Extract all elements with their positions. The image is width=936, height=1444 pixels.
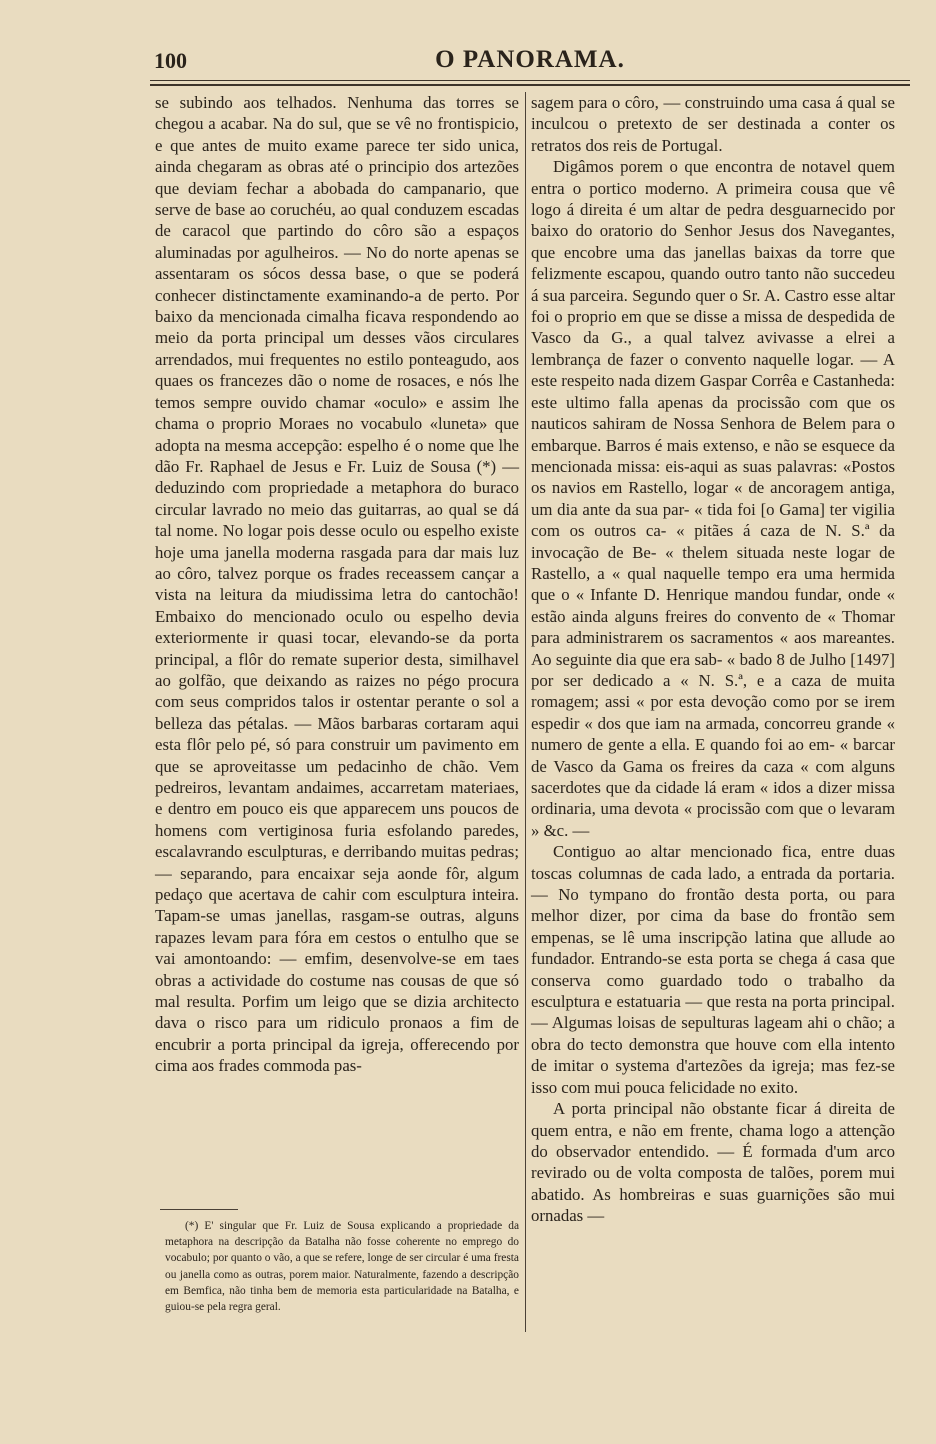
footnote — [165, 1218, 519, 1315]
right-paragraph-4: A porta principal não obstante ficar á direita de quem entra, e não em frente, chama logo a attenção do observador entendido. — É formada d'um arco revirado ou de volta composta de talões, porem mui abatido. As hombreiras e suas guarnições são mui ornadas — — [531, 1099, 895, 1226]
left-paragraph-1: se subindo aos telhados. Nenhuma das torres se chegou a acabar. Na do sul, que se vê no frontispicio, e que antes de muito exame parece ter sido unica, ainda chegaram as obras até o principio dos artezões que deviam fechar a abobada do campanario, que serve de base ao coruchéu, ao qual conduzem escadas de caracol que partindo do côro são a espaços aluminadas por agulheiros. — No do norte apenas se assentaram os sócos dessa base, o que se poderá conhecer distinctamente examinando-a de perto. Por baixo da mencionada cimalha ficava respondendo ao meio da porta principal um desses vãos circulares arrendados, mui frequentes no estilo ponteagudo, aos quaes os francezes dão o nome de rosaces, e nós lhe temos sempre ouvido chamar «oculo» e assim lhe chama o proprio Moraes no vocabulo «luneta» que adopta na mesma accepção: espelho é o nome que lhe dão Fr. Raphael de Jesus e Fr. Luiz de Sousa (*) — deduzindo com propriedade a metaphora do buraco circular lavrado no meio das guitarras, ao qual se dá tal nome. No logar pois desse oculo ou espelho existe hoje uma janella moderna rasgada para dar mais luz ao côro, talvez porque os frades receassem cançar a vista na leitura da miudissima letra do cantochão! Embaixo do mencionado oculo ou espelho devia exteriormente ir quasi tocar, elevando-se da porta principal, a flôr do remate superior desta, similhavel ao golfão, que deixando as raizes no pégo procura com seus compridos talos ir ostentar perante o sol a belleza das pétalas. — Mãos barbaras cortaram aqui esta flôr pelo pé, só para construir um pavimento em que se aproveitasse um pedacinho de chão. Vem pedreiros, levantam andaimes, accarretam materiaes, e dentro em pouco eis que apparecem uns poucos de homens com vertiginosa furia esfolando paredes, escalavrando esculpturas, e derribando muitas pedras; — separando, para encaixar seja aonde fôr, algum pedaço que acertava de cahir com esculptura inteira. Tapam-se umas janellas, rasgam-se outras, alguns rapazes levam para fóra em cestos o entulho que se vai amontoando: — emfim, desenvolve-se em taes obras a actividade do costume nas cousas de que só mal resulta. Porfim um leigo que se dizia architecto dava o risco para um ridiculo pronaos a fim de encubrir a porta principal da igreja, offerecendo por cima aos frades commoda pas- — [155, 93, 519, 1076]
right-paragraph-3: Contiguo ao altar mencionado fica, entre duas toscas columnas de cada lado, a entrada da portaria. — No tympano do frontão desta porta, ou para melhor dizer, por cima da base do frontão sem empenas, se lê uma inscripção latina que allude ao fundador. Entrando-se esta porta se chega á casa que conserva como guardado todo o trabalho da esculptura e estatuaria — que resta na porta principal. — Algumas loisas de sepulturas lageam ahi o chão; a obra do tecto demonstra que houve com ella intento de imitar o systema d'artezões da igreja; mas fez-se isso com mui pouca felicidade no exito. — [531, 842, 895, 1097]
right-paragraph-1: sagem para o côro, — construindo uma casa á qual se inculcou o pretexto de ser destinada a conter os retratos dos reis de Portugal. — [531, 93, 895, 155]
right-paragraph-2: Digâmos porem o que encontra de notavel quem entra o portico moderno. A primeira cousa que vê logo á direita é um altar de pedra desguarnecido por baixo do oratorio do Senhor Jesus dos Navegantes, que encobre uma das janellas baixas da torre que felizmente escapou, quando outro tanto não succedeu á sua parceira. Segundo quer o Sr. A. Castro esse altar foi o proprio em que se disse a missa de despedida de Vasco da G., a qual talvez avivasse a elrei a lembrança de fazer o convento naquelle logar. — A este respeito nada dizem Gaspar Corrêa e Castanheda: este ultimo falla apenas da procissão com que os nauticos sahiram de Nossa Senhora de Belem para o embarque. Barros é mais extenso, e não se esquece da mencionada missa: eis-aqui as suas palavras: «Postos os navios em Rastello, logar « de ancoragem antiga, um dia ante da sua par- « tida foi [o Gama] ter vigilia com os outros ca- « pitães á caza de N. S.ª da invocação de Be- « thelem situada neste logar de Rastello, a « qual naquelle tempo era uma hermida que o « Infante D. Henrique mandou fundar, onde « estão ainda alguns freires do convento de « Thomar para administrarem os sacramentos « aos mareantes. Ao seguinte dia que era sab- « bado 8 de Julho [1497] por ser dedicado a « N. S.ª, e a caza de muita romagem; assi « por esta devoção como por se irem espedir « dos que iam na armada, concorreu grande « numero de gente a ella. E quando foi ao em- « barcar de Vasco da Gama os freires da caza « com alguns sacerdotes que da cidade lá eram « idos a dizer missa ordinaria, uma devota « procissão com que o levaram » &c. — — [531, 157, 895, 840]
column-divider — [525, 92, 526, 1332]
left-column — [155, 92, 519, 1077]
right-column — [531, 92, 895, 1227]
page-number: 100 — [154, 48, 187, 73]
header-rule — [150, 80, 910, 81]
footnote-rule — [160, 1209, 238, 1210]
header-rule-thick — [150, 84, 910, 86]
footnote-text: (*) E' singular que Fr. Luiz de Sousa explicando a propriedade da metaphora na descripção da Batalha não fosse coherente no emprego do vocabulo; por quanto o vão, a que se refere, longe de ser circular é uma fresta ou janella como as outras, porem maior. Naturalmente, fazendo a descripção em Bemfica, não tinha bem de memoria esta particularidade na Batalha, e guiou-se pela regra geral. — [165, 1220, 519, 1314]
journal-title: O PANORAMA. — [435, 46, 625, 73]
page-header — [150, 44, 910, 78]
